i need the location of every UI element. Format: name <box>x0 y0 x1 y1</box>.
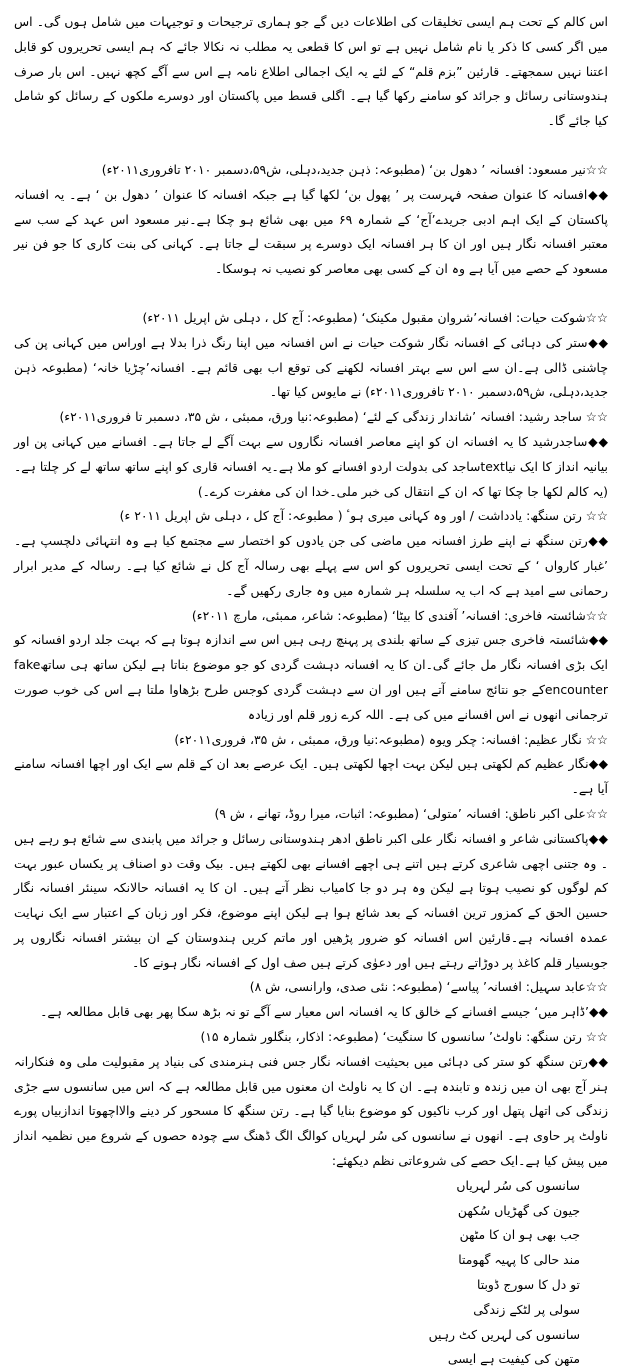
entry-heading: ☆☆شوکت حیات: افسانہ’شروان مقبول مکینک‘ (مطبوعہ: آج کل ، دہلی ش اپریل ۲۰۱۱ء) <box>142 309 608 325</box>
poem-excerpt <box>14 1174 608 1372</box>
entry <box>14 405 608 504</box>
entry-body: ◆◆نگار عظیم کم لکھتی ہیں لیکن بہت اچھا لکھتی ہیں۔ ایک عرصے بعد ان کے قلم سے ایک اور اچھا افسانہ سامنے آیا ہے۔ <box>14 756 608 797</box>
poem-line: مند حالی کا پہیہ گھومتا <box>458 1252 580 1268</box>
entry <box>14 802 608 976</box>
entry <box>14 1025 608 1174</box>
entry-heading: ☆☆شائستہ فاخری: افسانہ’ آفندی کا بیٹا‘ (مطبوعہ: شاعر، ممبئی، مارچ ۲۰۱۱ء) <box>191 607 608 623</box>
section-gap <box>14 282 608 306</box>
poem-line: سولی پر لٹکے زندگی <box>473 1301 580 1317</box>
poem-line: تو دل کا سورج ڈوبتا <box>476 1277 580 1293</box>
poem-line: جب بھی ہو ان کا مٹھن <box>459 1227 580 1243</box>
entry <box>14 158 608 282</box>
entry-body: ◆◆افسانہ کا عنوان صفحہ فہرست پر ’ پھول بن‘ لکھا گیا ہے جبکہ افسانہ کا عنوان ’ دھول بن ‘ ہے۔ یہ افسانہ پاکستان کے ایک اہم ادبی جریدے’آج‘ کے شمارہ ۶۹ میں بھی شائع ہو چکا ہے۔نیر مسعود اس عہد کے سب سے معتبر افسانہ نگار ہیں اور ان کا ہر افسانہ ایک دوسرے پر سبقت لے جاتا ہے۔ کہانی کی بنت کاری کا جو فن نیر مسعود کے حصے میں آیا ہے وہ ان کے کسی بھی معاصر کو نصیب نہ ہوسکا۔ <box>14 186 608 277</box>
entry-body: ◆◆رتن سنگھ نے اپنے طرز افسانہ میں ماضی کی جن یادوں کو اختصار سے مجتمع کیا ہے وہ انتہائی دلچسپ ہے۔ ’غبار کارواں ‘ کے تحت ایسی تحریروں کو اس سے پہلے بھی رسالہ آج کل نے شائع کیا ہے۔ رسالہ کے مدیر ابرار رحمانی سے امید ہے کہ اب یہ سلسلہ ہر شمارہ میں وہ جاری رکھیں گے۔ <box>14 533 608 598</box>
entry-heading: ☆☆ رتن سنگھ: یادداشت / اور وہ کہانی میری ہوٴ ( مطبوعہ: آج کل ، دہلی ش اپریل ۲۰۱۱ ء) <box>119 508 608 524</box>
entry-body: ◆◆شائستہ فاخری جس تیزی کے ساتھ بلندی پر پہنچ رہی ہیں اس سے اندازہ ہوتا ہے کہ بہت جلد اردو افسانہ کو ایک بڑی افسانہ نگار مل جائے گی۔ان کا یہ افسانہ دہشت گردی کو جو موضوع بناتا ہے لیکن ساتھ ہی ساتھfake encounterکے جو نتائج سامنے آتے ہیں اور ان سے دہشت گردی کوجس طرح بڑھاوا ملتا ہے اس کی خوب صورت ترجمانی انھوں نے اس افسانے میں کی ہے۔ اللہ کرے زور قلم اور زیادہ <box>14 632 608 722</box>
entry <box>14 975 608 1025</box>
entry <box>14 504 608 603</box>
entry-heading: ☆☆عابد سہیل: افسانہ’ پیاسے‘ (مطبوعہ: نئی صدی، وارانسی، ش ۸) <box>249 979 608 995</box>
intro-paragraph: اس کالم کے تحت ہم ایسی تخلیقات کی اطلاعات دیں گے جو ہماری ترجیحات و توجیہات میں شامل ہوں گی۔ اس میں اگر کسی کا ذکر یا نام شامل نہیں ہے تو اس کا قطعی یہ مطلب نہ نکالا جائے کہ ہم ایسی تحریروں کو قابل اعتنا نہیں سمجھتے۔ قارئین ”بزم قلم“ کے لئے یہ ایک اجمالی اطلاع نامہ ہے اس سے آگے کچھ نہیں۔ اس بار صرف ہندوستانی رسائل و جرائد کو سامنے رکھا گیا ہے۔ اگلی قسط میں پاکستان اور دوسرے ملکوں کے رسائل کو شامل کیا جائے گا۔ <box>14 14 608 129</box>
poem-line: متھن کی کیفیت ہے ایسی <box>447 1351 580 1367</box>
entry <box>14 306 608 405</box>
entry-heading: ☆☆ رتن سنگھ: ناولٹ’ سانسوں کا سنگیت‘ (مطبوعہ: اذکار، بنگلور شمارہ ۱۵) <box>200 1029 608 1045</box>
entry-body: ◆◆رتن سنگھ کو ستر کی دہائی میں بحیثیت افسانہ نگار جس فنی ہنرمندی کی بنیاد پر مقبولیت ملی وہ فنکارانہ ہنر آج بھی ان میں زندہ و تابندہ ہے۔ ان کا یہ ناولٹ ان معنوں میں قابل مطالعہ ہے کہ اس میں سانسوں سے جڑی زندگی کی اتھل پتھل اور کرب ناکیوں کو موضوع بنایا گیا ہے۔ رتن سنگھ کا مسحور کر دینے والااچھوتا اندازبیاں پورے ناولٹ پر حاوی ہے۔ انھوں نے سانسوں کی سُر لہریاں کوالگ الگ ڈھنگ سے چودہ حصوں کے شروع میں نظمیہ انداز میں پیش کیا ہے۔ایک حصے کی شروعاتی نظم دیکھئے: <box>14 1053 608 1169</box>
entry-body: ◆◆ستر کی دہائی کے افسانہ نگار شوکت حیات نے اس افسانہ میں اپنا رنگ ذرا بدلا ہے اوراس میں کہانی پن کی چاشنی ڈالی ہے۔ان سے اس سے بہتر افسانہ لکھنے کی توقع اب بھی قائم ہے۔ افسانہ’چڑیا خانہ‘ (مطبوعہ ذہن جدید،دہلی، ش۵۹،دسمبر ۲۰۱۰ تافروری۲۰۱۱ء) نے مایوس کیا تھا۔ <box>14 334 608 400</box>
entry-heading: ☆☆علی اکبر ناطق: افسانہ ’متولی‘ (مطبوعہ: اثبات، میرا روڈ، تھانے ، ش ۹) <box>214 805 608 821</box>
entry-heading: ☆☆ نگار عظیم: افسانہ: چکر ویوہ (مطبوعہ:نیا ورق، ممبئی ، ش ۳۵، فروری۲۰۱۱ء) <box>174 731 608 747</box>
entry <box>14 604 608 728</box>
poem-line: سانسوں کی سُر لہریاں <box>456 1177 580 1193</box>
entry-heading: ☆☆نیر مسعود: افسانہ ’ دھول بن‘ (مطبوعہ: ذہن جدید،دہلی، ش۵۹،دسمبر ۲۰۱۰ تافروری۲۰۱۱ء) <box>101 161 608 177</box>
section-gap <box>14 134 608 158</box>
entry-heading: ☆☆ ساجد رشید: افسانہ ’شاندار زندگی کے لئے‘ (مطبوعہ:نیا ورق، ممبئی ، ش ۳۵، دسمبر تا فروری۲۰۱۱ء) <box>59 409 608 425</box>
entry-body: ◆◆ساجدرشید کا یہ افسانہ ان کو اپنے معاصر افسانہ نگاروں سے بہت آگے لے جاتا ہے۔ افسانے میں کہانی پن اور بیانیہ انداز کا ایک نیاtextساجد کی بدولت اردو افسانے کو ملا ہے۔یہ افسانہ قاری کو اپنے ساتھ ساتھ لے کر چلتا ہے۔(یہ کالم لکھا جا چکا تھا کہ ان کے انتقال کی خبر ملی۔خدا ان کی مغفرت کرے۔) <box>14 433 608 499</box>
entry-body: ◆◆پاکستانی شاعر و افسانہ نگار علی اکبر ناطق ادھر ہندوستانی رسائل و جرائد میں پابندی سے شائع ہو رہے ہیں ۔ وہ جتنی اچھی شاعری کرتے ہیں اتنے ہی اچھے افسانے بھی لکھتے ہیں۔ بیک وقت دو اصناف پر یکساں عبور بہت کم لوگوں کو نصیب ہوتا ہے لیکن وہ ہر دو جا کامیاب نظر آتے ہیں۔ ان کا یہ افسانہ حالانکہ سینئر افسانہ نگار حسین الحق کے کمزور ترین افسانہ کے بعد شائع ہوا ہے لیکن اپنے موضوع، فکر اور زبان کے اعتبار سے ایک نہایت عمدہ افسانہ ہے۔قارئین اس افسانہ کو ضرور پڑھیں اور ماتم کریں ہندوستان کے ان بیشتر افسانہ نگاروں پر جوبسیار قلم کاغذ پر دوڑاتے رہتے ہیں اور دعوٰی کرتے ہیں صف اول کے افسانہ نگار ہونے کا۔ <box>14 830 608 970</box>
poem-line: جیون کی گھڑیاں سُکھن <box>457 1202 580 1218</box>
entry <box>14 728 608 802</box>
entry-body: ◆◆’ڈاہر میں‘ جیسے افسانے کے خالق کا یہ افسانہ اس معیار سے آگے تو نہ بڑھ سکا پھر بھی قابل مطالعہ ہے۔ <box>40 1004 608 1020</box>
poem-line: سانسوں کی لہریں کٹ رہیں <box>428 1326 580 1342</box>
